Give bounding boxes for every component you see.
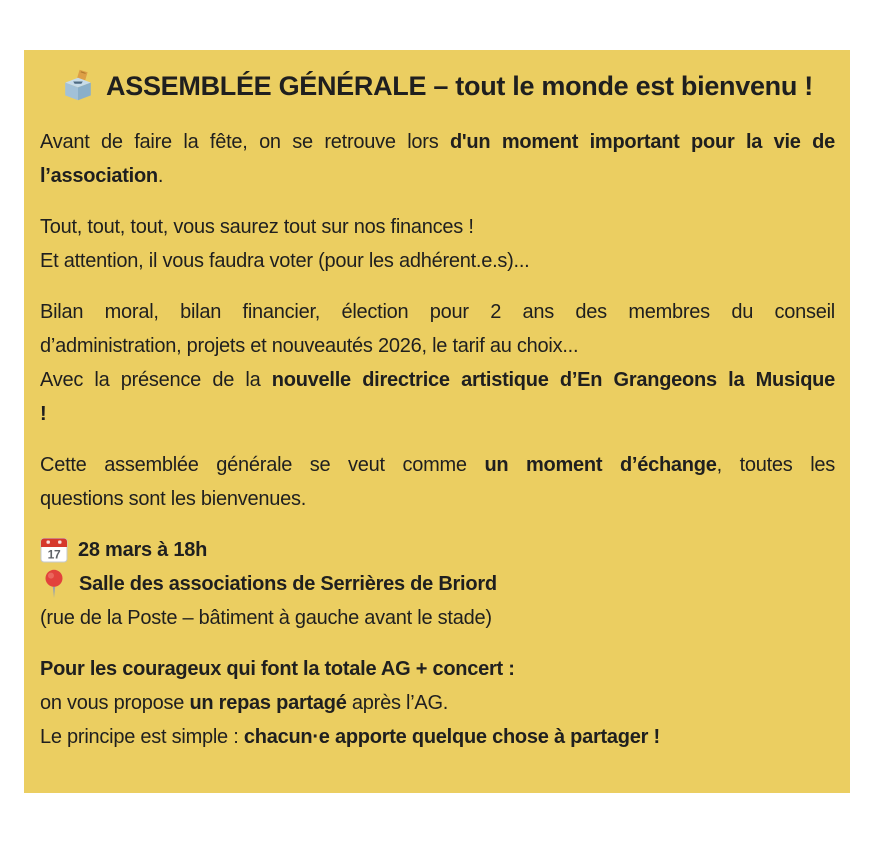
round-pushpin-icon — [43, 569, 65, 600]
bold-run: un moment d’échange — [484, 454, 717, 476]
bold-run: d'un moment important pour la vie de — [449, 131, 835, 153]
text-line: Bilan moral, bilan financier, élection pour 2 ans des membres du conseil — [40, 301, 835, 323]
text-run: . — [157, 165, 164, 187]
text-line — [40, 686, 835, 720]
title-text: ASSEMBLÉE GÉNÉRALE – tout le monde est bienvenu ! — [106, 71, 813, 101]
calendar-icon — [40, 536, 68, 564]
text-line — [40, 363, 835, 397]
event-address: (rue de la Poste – bâtiment à gauche avant le stade) — [40, 607, 492, 629]
text-line: Tout, tout, tout, vous saurez tout sur nos finances ! — [40, 216, 474, 238]
bold-run: Pour les courageux qui font la totale AG + concert : — [40, 658, 515, 680]
bold-run: ! — [40, 403, 47, 425]
event-date-row — [40, 533, 835, 567]
text-line — [40, 397, 835, 431]
event-info — [40, 533, 835, 635]
text-line: questions sont les bienvenues. — [40, 488, 307, 510]
text-line: Et attention, il vous faudra voter (pour les adhérent.e.s)... — [40, 250, 530, 272]
text-run: Le principe est simple : — [40, 726, 244, 748]
bold-run: chacun·e apporte quelque chose à partager ! — [243, 726, 660, 748]
text-run: après l’AG. — [346, 692, 449, 714]
text-line: d’administration, projets et nouveautés 2026, le tarif au choix... — [40, 335, 579, 357]
svg-text:17: 17 — [47, 547, 61, 562]
paragraph-echange — [40, 448, 835, 516]
bold-run: un repas partagé — [189, 692, 347, 714]
text-run: , toutes les — [716, 454, 836, 476]
text-run: Avant de faire la fête, on se retrouve lors — [40, 131, 450, 153]
text-line — [40, 125, 835, 159]
event-place-row — [40, 567, 835, 601]
paragraph-agenda — [40, 295, 835, 431]
text-run: Avec la présence de la — [40, 369, 272, 391]
page-title — [40, 66, 835, 106]
paragraph-finances — [40, 210, 835, 278]
ballot-box-icon — [62, 69, 94, 101]
text-line — [40, 159, 835, 193]
announcement-panel — [24, 50, 850, 793]
bold-run: nouvelle directrice artistique d’En Grangeons la Musique — [271, 369, 835, 391]
text-run: Cette assemblée générale se veut comme — [40, 454, 485, 476]
text-line — [40, 652, 835, 686]
text-run: on vous propose — [40, 692, 190, 714]
paragraph-repas — [40, 652, 835, 754]
text-line — [40, 720, 835, 754]
bold-run: l’association — [40, 165, 158, 187]
event-date: 28 mars à 18h — [78, 539, 208, 561]
paragraph-intro — [40, 125, 835, 193]
text-line — [40, 448, 835, 482]
event-place: Salle des associations de Serrières de Briord — [79, 573, 497, 595]
